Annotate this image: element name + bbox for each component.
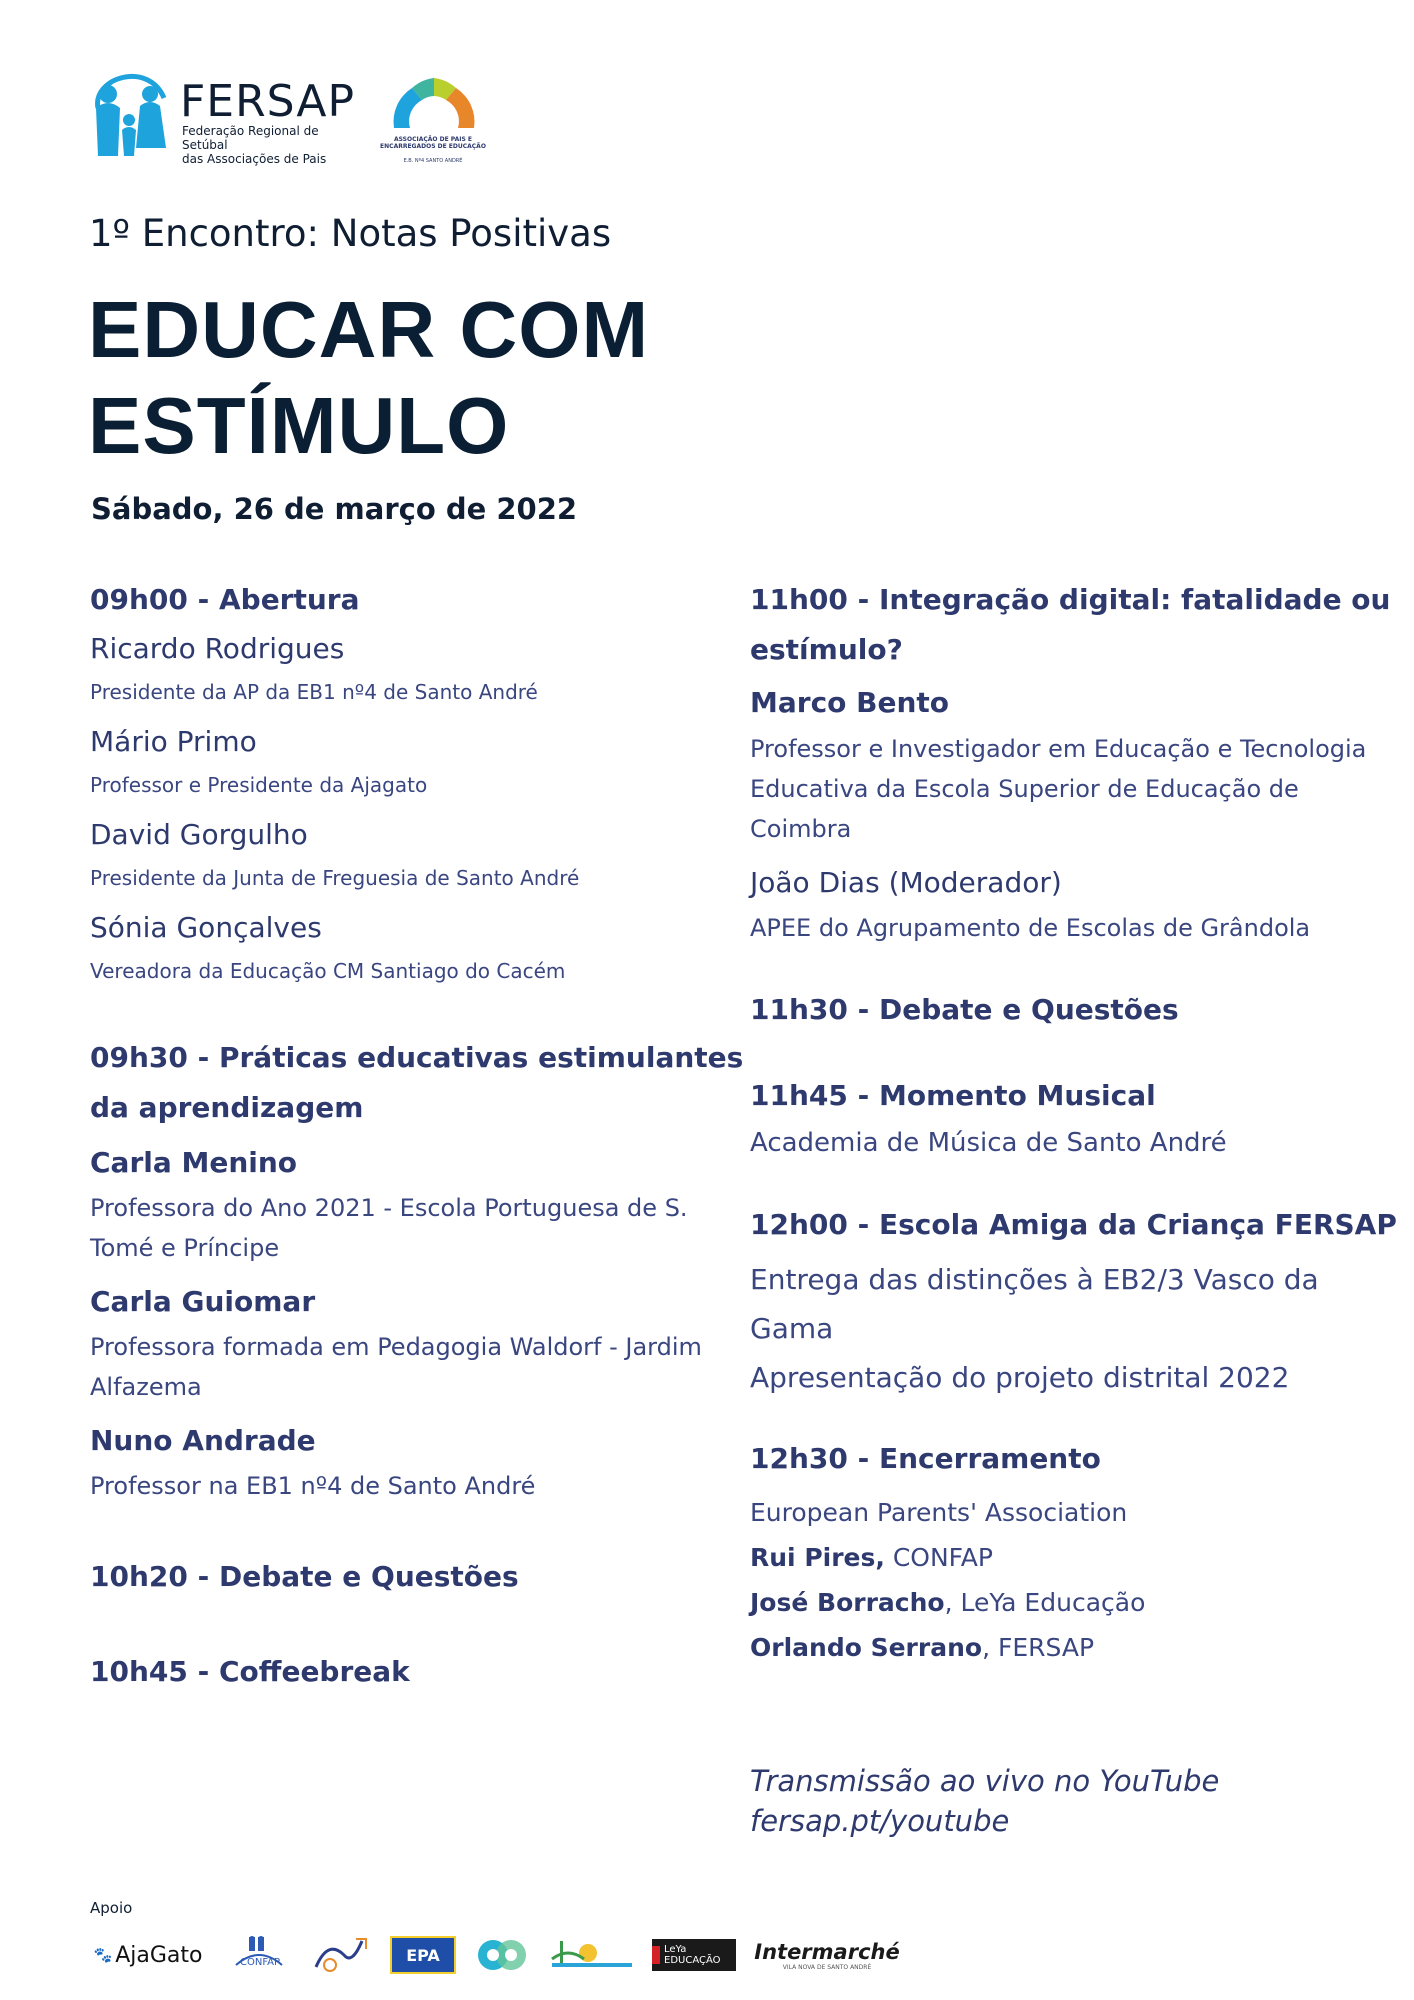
speaker-role-line: Coimbra [750,815,852,843]
sponsor-epa [390,1935,456,1975]
sponsor-epa-name: EPA [390,1936,456,1974]
speaker-role: Vereadora da Educação CM Santiago do Cacém [90,959,566,983]
apee-line1: ASSOCIAÇÃO DE PAIS E [393,136,473,143]
speaker-name: Carla Guiomar [90,1285,316,1318]
cat-icon: 🐾 [93,1946,113,1964]
live-stream-label: Transmissão ao vivo no YouTube [750,1764,1220,1798]
escola-amiga-description [750,1255,1319,1402]
musical-description: Academia de Música de Santo André [750,1128,1227,1158]
apee-school: E.B. Nº4 SANTO ANDRÉ [403,158,463,164]
session-title-line: 11h00 - Integração digital: fatalidade ou [750,583,1391,616]
session-title-line: da aprendizagem [90,1091,364,1124]
swirl-logo-icon [308,1935,370,1975]
closing-speaker-name: José Borracho [750,1588,945,1617]
session-debate2-title: 11h30 - Debate e Questões [750,993,1179,1026]
session-opening-title: 09h00 - Abertura [90,583,360,616]
closing-speaker [750,1625,1145,1670]
session-practices-title [90,1033,743,1133]
closing-org: European Parents' Association [750,1498,1128,1527]
speaker-role: Presidente da Junta de Freguesia de Santo André [90,866,580,890]
heart-logo-icon [473,1935,531,1975]
speaker-name: Mário Primo [90,725,257,758]
session-musical-title: 11h45 - Momento Musical [750,1079,1156,1112]
session-digital-title [750,575,1390,675]
session-debate1-title: 10h20 - Debate e Questões [90,1560,519,1593]
closing-speaker-org: CONFAP [884,1543,993,1572]
session-closing-title: 12h30 - Encerramento [750,1442,1101,1475]
session-title-line: estímulo? [750,633,903,666]
apee-logo [368,70,498,170]
leya-red-block [652,1946,660,1964]
speaker-role-line: Educativa da Escola Superior de Educação de [750,775,1299,803]
sponsor-ajagato [88,1935,208,1975]
sponsor-ajagato-name: AjaGato [115,1942,203,1968]
session-title-line: 09h30 - Práticas educativas estimulantes [90,1041,744,1074]
sponsor-intermarche [752,1935,902,1975]
speaker-role-line: Alfazema [90,1373,202,1401]
closing-speaker [750,1580,1145,1625]
family-logo-icon [88,68,174,158]
description-line: Apresentação do projeto distrital 2022 [750,1361,1290,1394]
leya-badge [652,1939,736,1971]
speaker-role [90,1327,702,1407]
sponsor-confap-name: CONFAP [240,1957,281,1968]
sponsor-intermarche-store: VILA NOVA DE SANTO ANDRÉ [782,1963,872,1971]
closing-speaker-org: , FERSAP [982,1633,1095,1662]
speaker-name: Marco Bento [750,686,950,719]
apee-line2: ENCARREGADOS DE EDUCAÇÃO [380,143,486,150]
closing-speaker-org: , LeYa Educação [944,1588,1146,1617]
sponsor-confap [230,1935,288,1975]
event-date: Sábado, 26 de março de 2022 [91,492,578,526]
speaker-role-line: Professora do Ano 2021 - Escola Portuguesa de S. [90,1194,688,1222]
speaker-role-line: Professora formada em Pedagogia Waldorf - Jardim [90,1333,702,1361]
speaker-role: Professor na EB1 nº4 de Santo André [90,1472,536,1500]
speaker-role [750,729,1366,849]
speaker-name: David Gorgulho [90,818,308,851]
speaker-name: João Dias (Moderador) [750,866,1062,899]
closing-speaker [750,1535,1145,1580]
speaker-role-line: Tomé e Príncipe [90,1234,280,1262]
sponsor-leya [652,1935,736,1975]
closing-speaker-name: Rui Pires, [750,1543,885,1572]
closing-speakers [750,1490,1145,1670]
fersap-name: FERSAP [180,76,356,127]
fersap-logo [88,68,356,166]
apee-text [368,136,498,150]
speaker-role: APEE do Agrupamento de Escolas de Grândola [750,914,1311,942]
session-escola-amiga-title: 12h00 - Escola Amiga da Criança FERSAP [750,1208,1397,1241]
sponsor-leya-name: LeYa EDUCAÇÃO [664,1944,721,1966]
confap-logo-icon [230,1935,288,1975]
sponsor-heart-logo [472,1935,532,1975]
speaker-name: Nuno Andrade [90,1424,316,1457]
description-line: Entrega das distinções à EB2/3 Vasco da [750,1263,1319,1296]
speaker-role: Presidente da AP da EB1 nº4 de Santo André [90,680,538,704]
sponsor-landscape-logo [548,1935,636,1975]
session-coffeebreak-title: 10h45 - Coffeebreak [90,1655,410,1688]
description-line: Gama [750,1312,834,1345]
event-title [88,282,649,474]
support-label: Apoio [90,1899,133,1917]
speaker-name: Carla Menino [90,1146,298,1179]
closing-speaker-name: Orlando Serrano [750,1633,983,1662]
live-stream-link[interactable]: fersap.pt/youtube [750,1804,1010,1838]
speaker-name: Sónia Gonçalves [90,911,322,944]
landscape-logo-icon [548,1935,636,1975]
speaker-role [90,1188,688,1268]
fersap-subtitle [182,124,338,166]
event-subtitle: 1º Encontro: Notas Positivas [89,212,612,255]
speaker-role: Professor e Presidente da Ajagato [90,773,428,797]
fersap-sub-line2: das Associações de Pais [182,152,327,166]
event-title-line1: EDUCAR COM [88,285,650,374]
speaker-name: Ricardo Rodrigues [90,632,345,665]
sponsor-swirl-logo [308,1935,370,1975]
fersap-sub-line1: Federação Regional de Setúbal [182,124,319,152]
speaker-role-line: Professor e Investigador em Educação e Tecnologia [750,735,1367,763]
sponsor-intermarche-name: Intermarché [754,1939,900,1964]
puzzle-arc-icon [388,70,480,132]
event-title-line2: ESTÍMULO [88,381,510,470]
